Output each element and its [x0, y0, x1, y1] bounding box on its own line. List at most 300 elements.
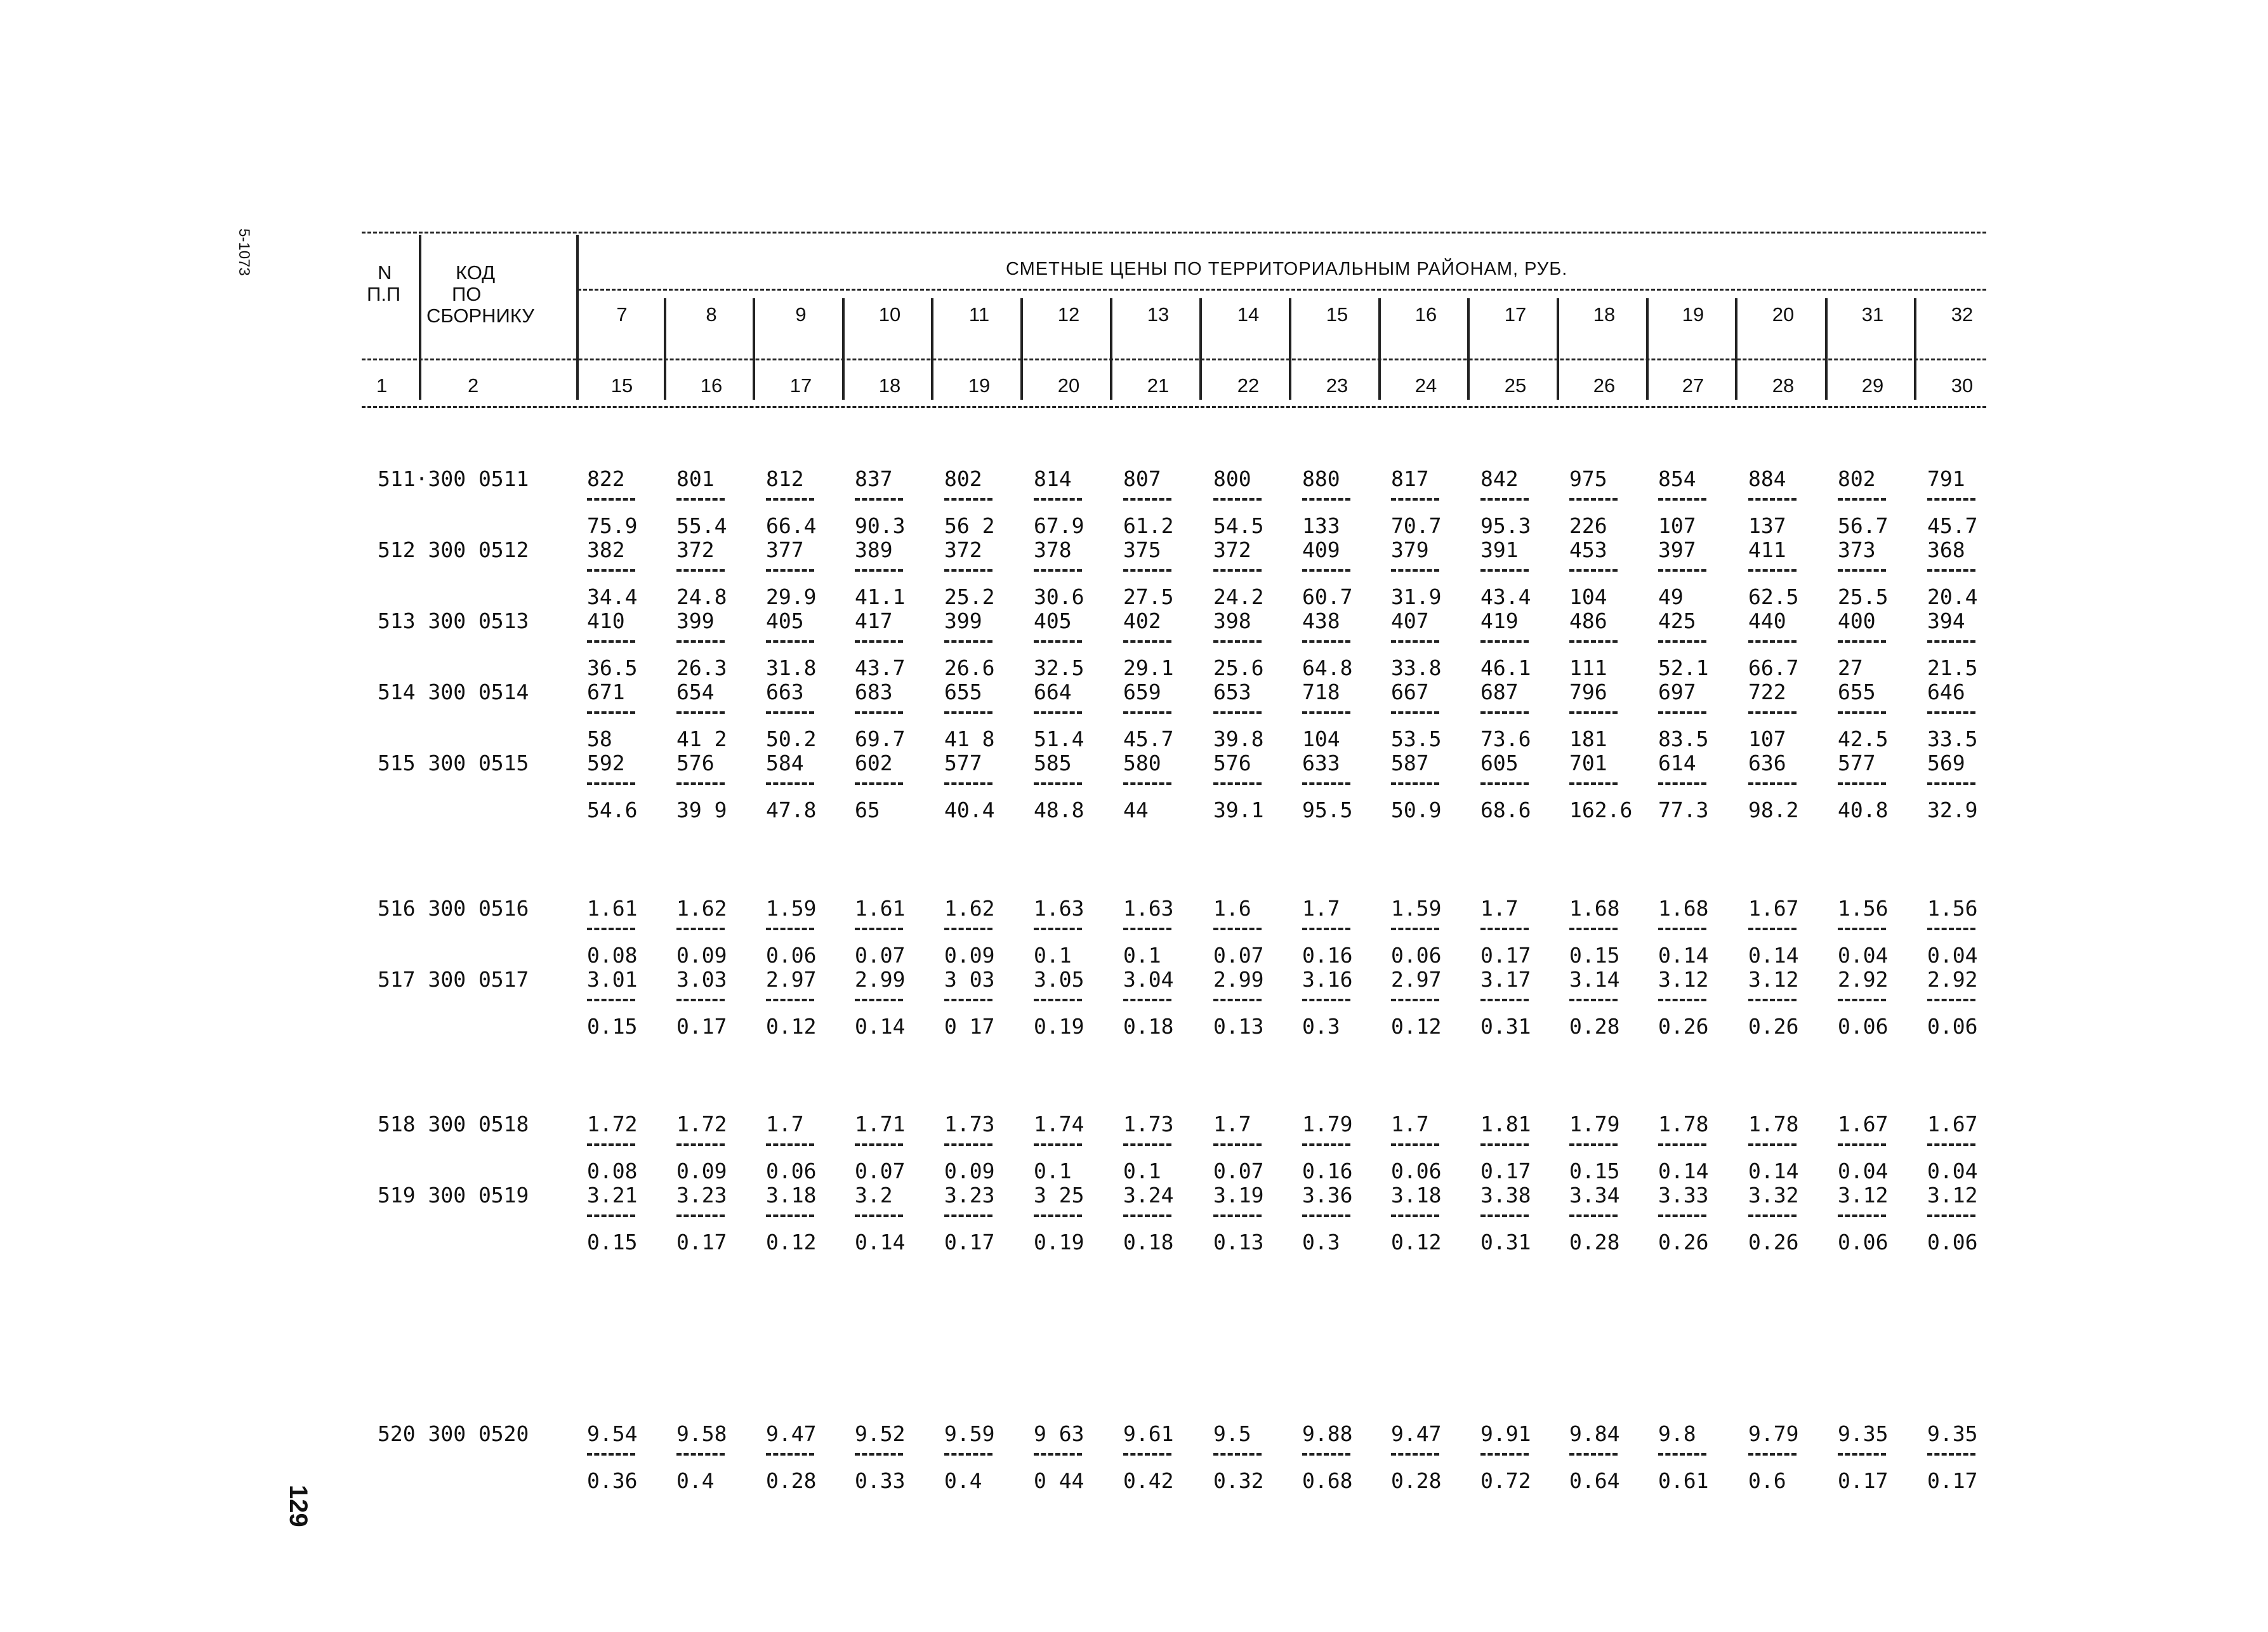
- price-value: 683: [855, 680, 893, 704]
- fraction-bar: [1569, 498, 1618, 501]
- column-separator: [753, 298, 755, 400]
- fraction-bar: [1927, 1214, 1975, 1217]
- fraction-bar: [676, 711, 725, 714]
- price-value: 1.67: [1927, 1112, 1978, 1136]
- price-sub-value: 32.9: [1927, 798, 1978, 822]
- price-value: 379: [1391, 537, 1429, 562]
- price-value: 697: [1658, 680, 1696, 704]
- price-sub-value: 21.5: [1927, 655, 1978, 680]
- district-number: 11: [968, 303, 990, 326]
- fraction-bar: [766, 999, 814, 1001]
- col-number-label-1: N: [378, 261, 392, 284]
- price-sub-value: 0 44: [1034, 1468, 1085, 1493]
- price-value: 9.84: [1569, 1421, 1620, 1446]
- price-sub-value: 69.7: [855, 727, 906, 751]
- price-sub-value: 62.5: [1748, 584, 1799, 609]
- price-sub-value: 47.8: [766, 798, 817, 822]
- header-rule: [362, 359, 1986, 360]
- price-value: 800: [1213, 466, 1251, 491]
- fraction-bar: [855, 1143, 903, 1146]
- fraction-bar: [1302, 928, 1350, 930]
- price-value: 1.7: [766, 1112, 804, 1136]
- fraction-bar: [1748, 782, 1797, 785]
- price-value: 1.74: [1034, 1112, 1085, 1136]
- fraction-bar: [766, 498, 814, 501]
- fraction-bar: [1213, 1453, 1262, 1456]
- price-value: 807: [1123, 466, 1161, 491]
- fraction-bar: [944, 928, 992, 930]
- price-sub-value: 0.42: [1123, 1468, 1174, 1493]
- fraction-bar: [1838, 498, 1886, 501]
- fraction-bar: [1480, 1453, 1529, 1456]
- price-sub-value: 0.72: [1480, 1468, 1531, 1493]
- price-sub-value: 0.04: [1838, 943, 1889, 968]
- fraction-bar: [944, 1143, 992, 1146]
- price-sub-value: 0.13: [1213, 1014, 1264, 1039]
- district-number: 12: [1057, 303, 1080, 326]
- price-value: 801: [676, 466, 715, 491]
- price-sub-value: 52.1: [1658, 655, 1709, 680]
- price-value: 3.21: [587, 1183, 638, 1208]
- price-sub-value: 0.1: [1034, 943, 1072, 968]
- fraction-bar: [1302, 711, 1350, 714]
- fraction-bar: [1391, 711, 1439, 714]
- fraction-bar: [587, 999, 635, 1001]
- price-sub-value: 181: [1569, 727, 1607, 751]
- table-title: СМЕТНЫЕ ЦЕНЫ ПО ТЕРРИТОРИАЛЬНЫМ РАЙОНАМ, РУБ.: [1006, 259, 1568, 279]
- price-sub-value: 133: [1302, 513, 1340, 538]
- page-number: 129: [284, 1485, 312, 1527]
- price-sub-value: 0.17: [676, 1230, 727, 1254]
- district-number: 19: [1682, 303, 1704, 326]
- price-value: 9.47: [1391, 1421, 1442, 1446]
- column-separator: [1020, 298, 1023, 400]
- price-value: 3.18: [766, 1183, 817, 1208]
- price-value: 372: [1213, 537, 1251, 562]
- price-sub-value: 0.4: [944, 1468, 982, 1493]
- price-value: 1.73: [944, 1112, 995, 1136]
- fraction-bar: [766, 640, 814, 643]
- price-sub-value: 0.16: [1302, 1159, 1353, 1183]
- price-value: 9.8: [1658, 1421, 1696, 1446]
- price-value: 654: [676, 680, 715, 704]
- price-value: 577: [1838, 751, 1876, 775]
- price-value: 3.04: [1123, 967, 1174, 992]
- price-sub-value: 0.6: [1748, 1468, 1786, 1493]
- price-value: 1.7: [1213, 1112, 1251, 1136]
- price-value: 373: [1838, 537, 1876, 562]
- row-code: 515 300 0515: [378, 751, 529, 775]
- price-sub-value: 0.17: [1838, 1468, 1889, 1493]
- fraction-bar: [766, 1143, 814, 1146]
- fraction-bar: [944, 711, 992, 714]
- fraction-bar: [676, 1214, 725, 1217]
- fraction-bar: [587, 498, 635, 501]
- price-sub-value: 0.14: [1748, 943, 1799, 968]
- price-sub-value: 0.26: [1748, 1230, 1799, 1254]
- price-sub-value: 56 2: [944, 513, 995, 538]
- price-sub-value: 0.28: [766, 1468, 817, 1493]
- price-sub-value: 0.06: [1391, 1159, 1442, 1183]
- price-sub-value: 0.07: [1213, 943, 1264, 968]
- fraction-bar: [676, 1143, 725, 1146]
- price-sub-value: 107: [1748, 727, 1786, 751]
- fraction-bar: [1034, 1143, 1082, 1146]
- price-value: 3 25: [1034, 1183, 1085, 1208]
- price-sub-value: 29.1: [1123, 655, 1174, 680]
- fraction-bar: [1927, 928, 1975, 930]
- price-sub-value: 0.26: [1748, 1014, 1799, 1039]
- price-value: 2.99: [1213, 967, 1264, 992]
- fraction-bar: [676, 498, 725, 501]
- price-value: 3.01: [587, 967, 638, 992]
- column-separator: [1557, 298, 1559, 400]
- price-value: 585: [1034, 751, 1072, 775]
- fraction-bar: [1927, 1143, 1975, 1146]
- price-value: 1.62: [944, 896, 995, 921]
- price-sub-value: 27: [1838, 655, 1863, 680]
- price-value: 1.7: [1391, 1112, 1429, 1136]
- fraction-bar: [855, 711, 903, 714]
- price-sub-value: 27.5: [1123, 584, 1174, 609]
- fraction-bar: [944, 498, 992, 501]
- price-sub-value: 61.2: [1123, 513, 1174, 538]
- price-value: 1.68: [1658, 896, 1709, 921]
- column-index: 15: [610, 374, 633, 397]
- price-sub-value: 53.5: [1391, 727, 1442, 751]
- price-sub-value: 51.4: [1034, 727, 1085, 751]
- column-index: 16: [700, 374, 723, 397]
- price-value: 576: [1213, 751, 1251, 775]
- price-value: 1.72: [587, 1112, 638, 1136]
- price-sub-value: 58: [587, 727, 612, 751]
- fraction-bar: [1213, 711, 1262, 714]
- fraction-bar: [766, 1214, 814, 1217]
- price-sub-value: 50.2: [766, 727, 817, 751]
- col-code-label-1: КОД: [456, 261, 496, 284]
- price-sub-value: 0.06: [766, 943, 817, 968]
- fraction-bar: [1658, 498, 1706, 501]
- fraction-bar: [1213, 1214, 1262, 1217]
- price-value: 375: [1123, 537, 1161, 562]
- price-value: 569: [1927, 751, 1965, 775]
- fraction-bar: [587, 569, 635, 572]
- fraction-bar: [587, 928, 635, 930]
- fraction-bar: [855, 782, 903, 785]
- fraction-bar: [766, 928, 814, 930]
- col-code-label-2: ПО: [452, 283, 482, 305]
- row-code: 519 300 0519: [378, 1183, 529, 1208]
- fraction-bar: [1213, 569, 1262, 572]
- price-sub-value: 31.9: [1391, 584, 1442, 609]
- price-value: 453: [1569, 537, 1607, 562]
- price-value: 812: [766, 466, 804, 491]
- price-sub-value: 0.3: [1302, 1014, 1340, 1039]
- price-sub-value: 41 8: [944, 727, 995, 751]
- price-sub-value: 25.6: [1213, 655, 1264, 680]
- price-sub-value: 33.5: [1927, 727, 1978, 751]
- price-sub-value: 0.17: [1480, 943, 1531, 968]
- price-sub-value: 55.4: [676, 513, 727, 538]
- price-value: 975: [1569, 466, 1607, 491]
- column-index: 2: [468, 374, 479, 397]
- fraction-bar: [1123, 1214, 1171, 1217]
- price-sub-value: 83.5: [1658, 727, 1709, 751]
- price-sub-value: 54.5: [1213, 513, 1264, 538]
- price-value: 3.05: [1034, 967, 1085, 992]
- price-value: 701: [1569, 751, 1607, 775]
- price-value: 3.34: [1569, 1183, 1620, 1208]
- price-value: 842: [1480, 466, 1519, 491]
- fraction-bar: [1569, 1214, 1618, 1217]
- district-number: 8: [706, 303, 717, 326]
- fraction-bar: [1748, 999, 1797, 1001]
- price-sub-value: 0.08: [587, 943, 638, 968]
- price-value: 722: [1748, 680, 1786, 704]
- price-sub-value: 45.7: [1927, 513, 1978, 538]
- price-sub-value: 30.6: [1034, 584, 1085, 609]
- column-index: 25: [1504, 374, 1527, 397]
- price-sub-value: 104: [1569, 584, 1607, 609]
- fraction-bar: [1927, 640, 1975, 643]
- price-sub-value: 77.3: [1658, 798, 1709, 822]
- fraction-bar: [1748, 711, 1797, 714]
- price-sub-value: 107: [1658, 513, 1696, 538]
- fraction-bar: [1838, 640, 1886, 643]
- price-value: 1.68: [1569, 896, 1620, 921]
- price-sub-value: 0.28: [1569, 1230, 1620, 1254]
- price-sub-value: 0.26: [1658, 1014, 1709, 1039]
- fraction-bar: [944, 569, 992, 572]
- price-value: 9.59: [944, 1421, 995, 1446]
- district-number: 13: [1147, 303, 1170, 326]
- column-index: 1: [376, 374, 388, 397]
- price-sub-value: 66.7: [1748, 655, 1799, 680]
- price-sub-value: 0.31: [1480, 1014, 1531, 1039]
- fraction-bar: [1480, 928, 1529, 930]
- fraction-bar: [1302, 999, 1350, 1001]
- price-sub-value: 0.06: [1391, 943, 1442, 968]
- price-sub-value: 0.14: [1658, 943, 1709, 968]
- fraction-bar: [1391, 1453, 1439, 1456]
- price-sub-value: 39.1: [1213, 798, 1264, 822]
- fraction-bar: [855, 1214, 903, 1217]
- price-value: 1.78: [1748, 1112, 1799, 1136]
- fraction-bar: [1034, 640, 1082, 643]
- fraction-bar: [1838, 782, 1886, 785]
- price-value: 3.12: [1748, 967, 1799, 992]
- fraction-bar: [1658, 711, 1706, 714]
- column-index: 19: [968, 374, 991, 397]
- fraction-bar: [855, 569, 903, 572]
- price-value: 3.03: [676, 967, 727, 992]
- price-sub-value: 0.1: [1123, 943, 1161, 968]
- price-sub-value: 0.04: [1927, 943, 1978, 968]
- price-sub-value: 0.15: [1569, 1159, 1620, 1183]
- fraction-bar: [1302, 782, 1350, 785]
- fraction-bar: [944, 1453, 992, 1456]
- price-value: 9.54: [587, 1421, 638, 1446]
- price-sub-value: 44: [1123, 798, 1149, 822]
- price-sub-value: 0.17: [676, 1014, 727, 1039]
- column-separator: [1735, 298, 1737, 400]
- price-value: 1.78: [1658, 1112, 1709, 1136]
- fraction-bar: [587, 711, 635, 714]
- header-rule: [362, 406, 1986, 408]
- price-value: 802: [1838, 466, 1876, 491]
- fraction-bar: [1748, 640, 1797, 643]
- price-sub-value: 98.2: [1748, 798, 1799, 822]
- row-code: 514 300 0514: [378, 680, 529, 704]
- price-value: 667: [1391, 680, 1429, 704]
- price-value: 1.81: [1480, 1112, 1531, 1136]
- row-code: 518 300 0518: [378, 1112, 529, 1136]
- price-value: 9.79: [1748, 1421, 1799, 1446]
- price-sub-value: 0.28: [1569, 1014, 1620, 1039]
- price-sub-value: 39.8: [1213, 727, 1264, 751]
- column-separator: [419, 235, 421, 400]
- price-value: 817: [1391, 466, 1429, 491]
- column-separator: [1467, 298, 1470, 400]
- column-separator: [1914, 298, 1916, 400]
- price-sub-value: 25.2: [944, 584, 995, 609]
- price-value: 425: [1658, 609, 1696, 633]
- price-sub-value: 0.06: [1838, 1230, 1889, 1254]
- column-separator: [842, 298, 845, 400]
- fraction-bar: [1480, 498, 1529, 501]
- price-value: 9 63: [1034, 1421, 1085, 1446]
- price-sub-value: 50.9: [1391, 798, 1442, 822]
- price-sub-value: 70.7: [1391, 513, 1442, 538]
- header-rule: [577, 289, 1986, 291]
- price-value: 576: [676, 751, 715, 775]
- price-sub-value: 0.26: [1658, 1230, 1709, 1254]
- price-sub-value: 42.5: [1838, 727, 1889, 751]
- price-value: 814: [1034, 466, 1072, 491]
- price-value: 9.58: [676, 1421, 727, 1446]
- fraction-bar: [1034, 782, 1082, 785]
- price-value: 1.73: [1123, 1112, 1174, 1136]
- fraction-bar: [944, 640, 992, 643]
- price-value: 2.92: [1927, 967, 1978, 992]
- fraction-bar: [1123, 928, 1171, 930]
- district-number: 18: [1593, 303, 1616, 326]
- price-sub-value: 0.08: [587, 1159, 638, 1183]
- price-sub-value: 0.12: [1391, 1230, 1442, 1254]
- price-value: 1.61: [855, 896, 906, 921]
- price-value: 9.52: [855, 1421, 906, 1446]
- fraction-bar: [1748, 569, 1797, 572]
- price-sub-value: 36.5: [587, 655, 638, 680]
- price-value: 1.63: [1123, 896, 1174, 921]
- fraction-bar: [1034, 1214, 1082, 1217]
- price-sub-value: 0.4: [676, 1468, 715, 1493]
- fraction-bar: [1927, 999, 1975, 1001]
- fraction-bar: [1838, 1143, 1886, 1146]
- fraction-bar: [1838, 711, 1886, 714]
- price-sub-value: 39 9: [676, 798, 727, 822]
- price-value: 663: [766, 680, 804, 704]
- price-value: 3 03: [944, 967, 995, 992]
- fraction-bar: [1034, 569, 1082, 572]
- col-code-label-3: СБОРНИКУ: [426, 305, 534, 327]
- fraction-bar: [1391, 928, 1439, 930]
- fraction-bar: [1391, 782, 1439, 785]
- fraction-bar: [766, 711, 814, 714]
- price-sub-value: 0.15: [1569, 943, 1620, 968]
- price-value: 3.36: [1302, 1183, 1353, 1208]
- fraction-bar: [1302, 498, 1350, 501]
- price-value: 1.59: [766, 896, 817, 921]
- price-value: 3.14: [1569, 967, 1620, 992]
- price-value: 378: [1034, 537, 1072, 562]
- price-sub-value: 0.09: [944, 1159, 995, 1183]
- price-value: 9.61: [1123, 1421, 1174, 1446]
- fraction-bar: [676, 782, 725, 785]
- price-value: 3.38: [1480, 1183, 1531, 1208]
- price-value: 411: [1748, 537, 1786, 562]
- price-value: 9.91: [1480, 1421, 1531, 1446]
- column-index: 27: [1682, 374, 1704, 397]
- column-index: 18: [878, 374, 901, 397]
- price-sub-value: 226: [1569, 513, 1607, 538]
- price-value: 402: [1123, 609, 1161, 633]
- price-value: 1.67: [1748, 896, 1799, 921]
- fraction-bar: [1213, 640, 1262, 643]
- fraction-bar: [1748, 1453, 1797, 1456]
- district-number: 17: [1504, 303, 1527, 326]
- price-value: 605: [1480, 751, 1519, 775]
- price-value: 580: [1123, 751, 1161, 775]
- price-value: 2.97: [766, 967, 817, 992]
- fraction-bar: [1569, 640, 1618, 643]
- price-sub-value: 56.7: [1838, 513, 1889, 538]
- price-value: 3.2: [855, 1183, 893, 1208]
- price-value: 577: [944, 751, 982, 775]
- row-code: 516 300 0516: [378, 896, 529, 921]
- fraction-bar: [1213, 1143, 1262, 1146]
- price-sub-value: 0.14: [855, 1014, 906, 1039]
- fraction-bar: [1391, 1143, 1439, 1146]
- column-separator: [1110, 298, 1112, 400]
- price-value: 659: [1123, 680, 1161, 704]
- fraction-bar: [587, 1143, 635, 1146]
- fraction-bar: [1391, 569, 1439, 572]
- price-sub-value: 0.13: [1213, 1230, 1264, 1254]
- fraction-bar: [676, 640, 725, 643]
- price-sub-value: 73.6: [1480, 727, 1531, 751]
- price-value: 1.67: [1838, 1112, 1889, 1136]
- price-sub-value: 0.16: [1302, 943, 1353, 968]
- price-value: 646: [1927, 680, 1965, 704]
- fraction-bar: [1658, 1453, 1706, 1456]
- price-sub-value: 45.7: [1123, 727, 1174, 751]
- fraction-bar: [1748, 498, 1797, 501]
- price-value: 9.88: [1302, 1421, 1353, 1446]
- col-number-label-2: П.П: [367, 283, 401, 305]
- price-sub-value: 0.28: [1391, 1468, 1442, 1493]
- price-sub-value: 66.4: [766, 513, 817, 538]
- price-value: 1.63: [1034, 896, 1085, 921]
- fraction-bar: [676, 569, 725, 572]
- fraction-bar: [587, 1453, 635, 1456]
- price-sub-value: 0.07: [855, 1159, 906, 1183]
- price-value: 1.61: [587, 896, 638, 921]
- fraction-bar: [676, 999, 725, 1001]
- district-number: 15: [1326, 303, 1348, 326]
- price-sub-value: 162.6: [1569, 798, 1633, 822]
- price-value: 3.16: [1302, 967, 1353, 992]
